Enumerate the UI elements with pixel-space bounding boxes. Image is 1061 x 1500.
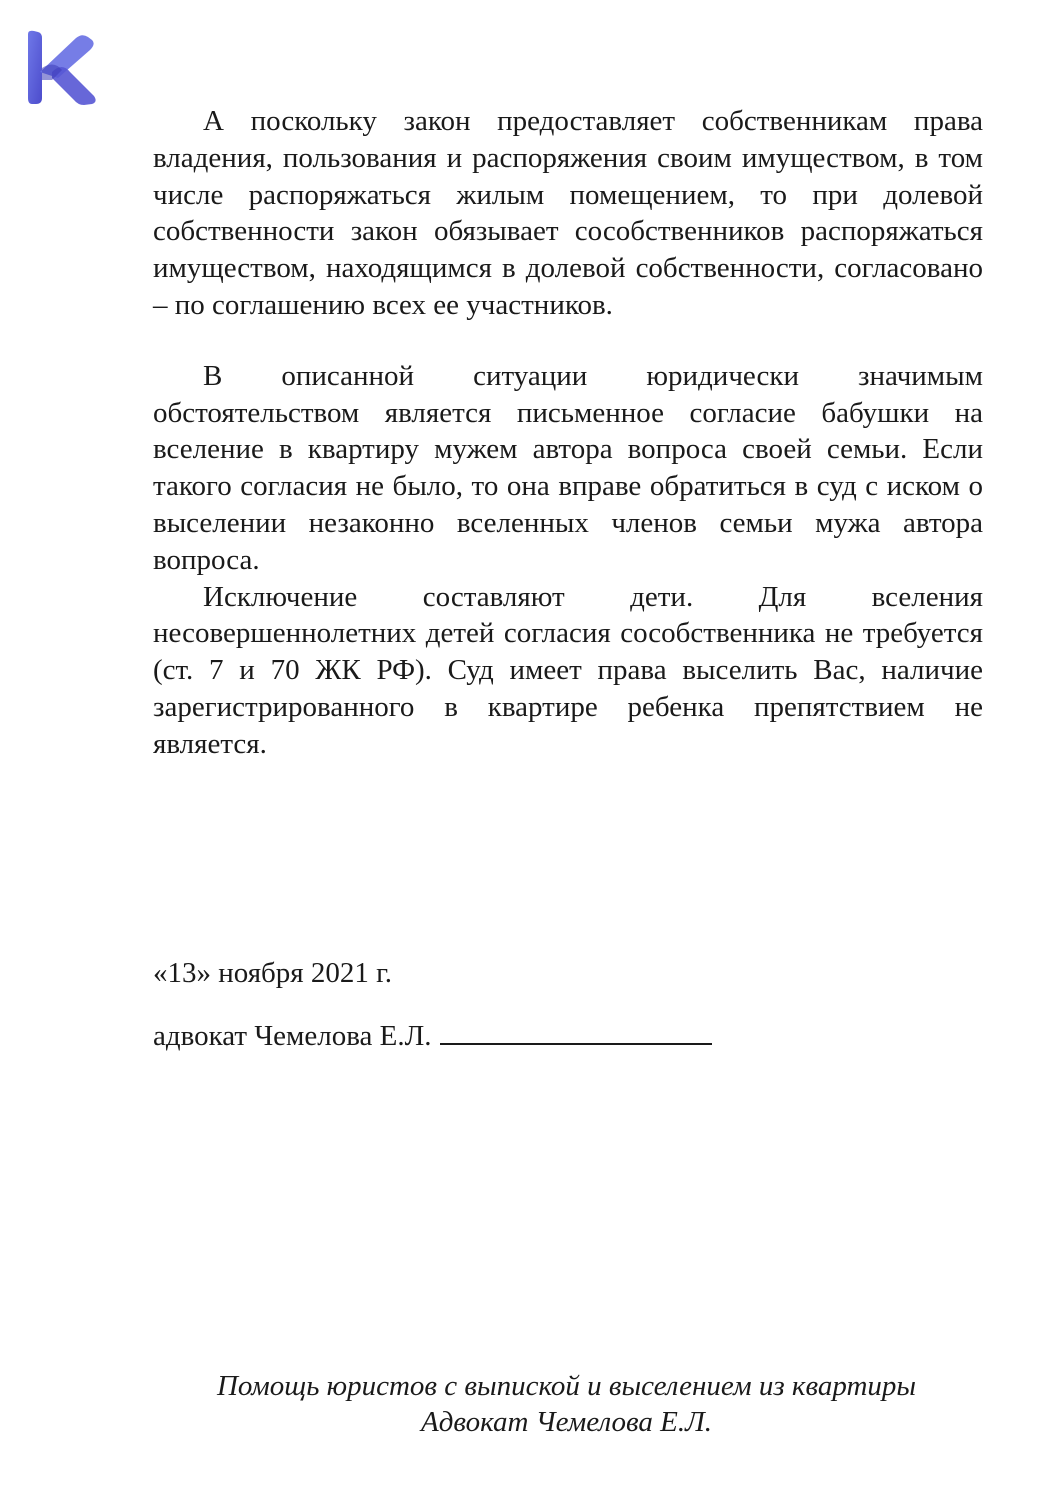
paragraph-exception: Исключение составляют дети. Для вселения несовершеннолетних детей согласия сособственника не требуется (ст. 7 и 70 ЖК РФ). Суд имеет права выселить Вас, наличие зарегистрированного в квартире ребенка препятствием не является. (153, 580, 983, 760)
footer-line-author: Адвокат Чемелова Е.Л. (421, 1406, 712, 1438)
paragraph-ownership: А поскольку закон предоставляет собственникам права владения, пользования и распоряжения своим имуществом, в том числе распоряжаться жилым помещением, то при долевой собственности закон обязывает сособственников распоряжаться имуществом, находящимся в долевой собственности, согласовано – по соглашению всех ее участников. (153, 105, 983, 321)
k-logo-icon (22, 28, 102, 106)
letter-body (153, 103, 983, 763)
document-date: «13» ноября 2021 г. (153, 957, 393, 989)
footer-line-service: Помощь юристов с выпиской и выселением из квартиры (216, 1370, 917, 1402)
footer (0, 1368, 1061, 1440)
paragraph-situation: В описанной ситуации юридически значимым обстоятельством является письменное согласие бабушки на вселение в квартиру мужем автора вопроса своей семьи. Если такого согласия не было, то она вправе обратиться в суд с иском о выселении незаконно вселенных членов семьи мужа автора вопроса. (153, 359, 983, 576)
signature-line (153, 1017, 712, 1054)
signature-blank (440, 1017, 712, 1045)
signature-label: адвокат Чемелова Е.Л. (153, 1020, 432, 1052)
